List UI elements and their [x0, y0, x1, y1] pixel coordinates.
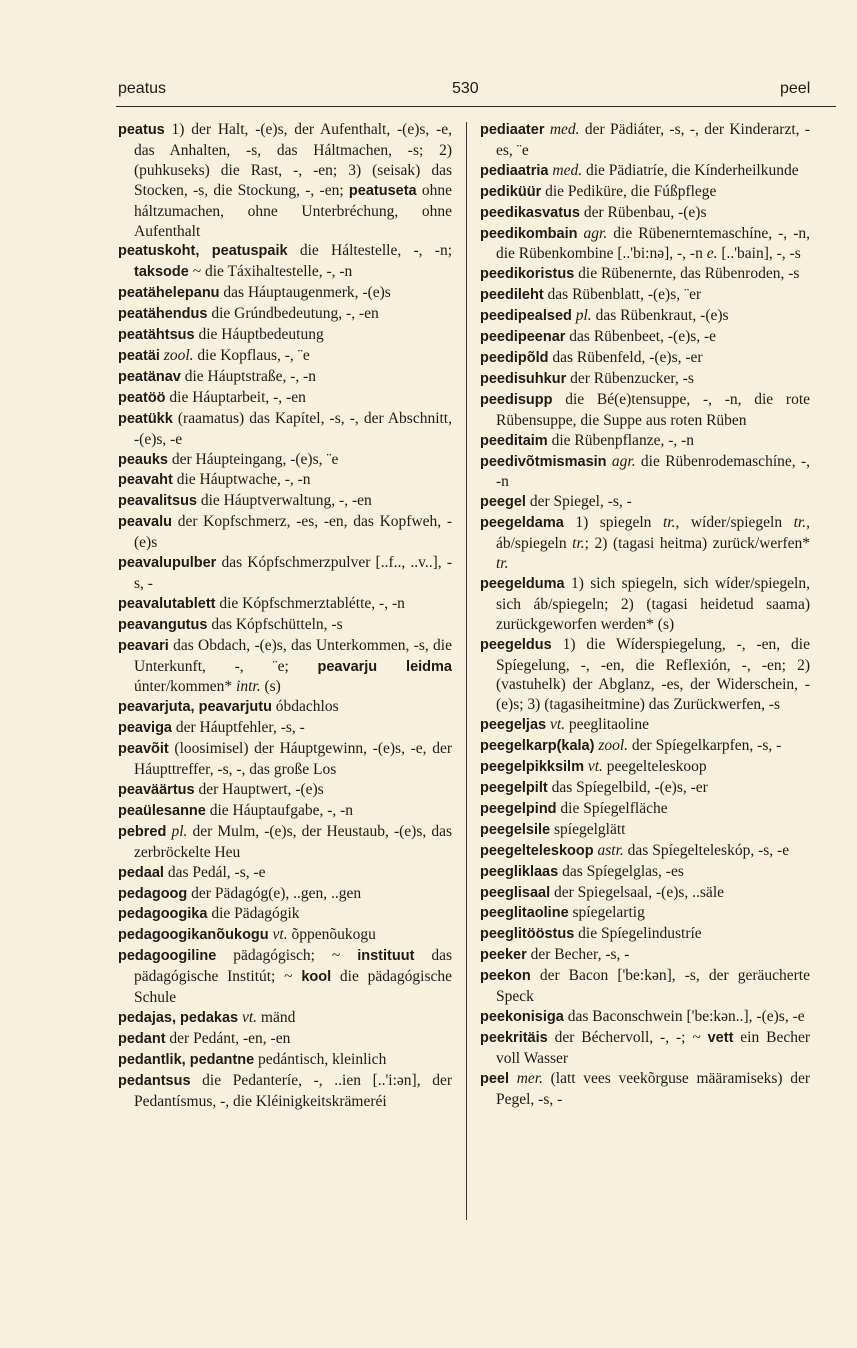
dictionary-entry: peedisuhkur der Rübenzucker, -s	[480, 369, 694, 387]
dictionary-entry: pedagoogikanõukogu vt. õppenõukogu	[118, 926, 376, 944]
dictionary-entry: pedagoogika die Pädagógik	[118, 905, 300, 923]
dictionary-entry: peegeljas vt. peeglitaoline	[480, 716, 649, 734]
dictionary-entry: pediaatria med. die Pädiatríe, die Kínderheilkunde	[480, 161, 799, 179]
header-guide-word-right: peel	[780, 80, 811, 97]
dictionary-entry: peatähtsus die Háuptbedeutung	[118, 326, 324, 344]
dictionary-entry: peavarjuta, peavarjutu óbdachlos	[118, 698, 339, 716]
dictionary-entry: peavangutus das Kópfschütteln, -s	[118, 615, 343, 633]
dictionary-entry: peegel der Spiegel, -s, -	[480, 493, 632, 511]
dictionary-entry: pedant der Pedánt, -en, -en	[118, 1029, 291, 1047]
dictionary-entry: peatähelepanu das Háuptaugenmerk, -(e)s	[118, 284, 391, 302]
dictionary-entry: peegelteleskoop astr. das Spíegelteleskóp, -s, -e	[480, 841, 790, 859]
dictionary-entry: peatus 1) der Halt, -(e)s, der Aufenthalt, -(e)s, -e, das Anhalten, -s, das Háltmachen, -s; 2) (puhkuseks) die Rast, -, -en; 3) (seisak) das Stocken, -s, die Stockung, -, -en; peatuseta ohne háltzumachen, ohne Unterbréchung, ohne Aufenthalt	[118, 121, 452, 240]
dictionary-entry: peavalupulber das Kópfschmerzpulver [..f.., ..v..], -s, -	[118, 554, 452, 592]
dictionary-entry: peeglitööstus die Spíegelindustríe	[480, 925, 702, 943]
dictionary-entry: peatähendus die Grúndbedeutung, -, -en	[118, 305, 379, 323]
dictionary-entry: peavõit (loosimisel) der Háuptgewinn, -(e)s, -e, der Háupttreffer, -s, -, das große Los	[118, 740, 452, 779]
dictionary-entry: peekon der Bacon ['be:kən], -s, der geräucherte Speck	[480, 967, 810, 1006]
dictionary-entry: peavaht die Háuptwache, -, -n	[118, 471, 311, 489]
left-column	[118, 120, 452, 1112]
dictionary-entry: peel mer. (latt vees veekõrguse määramiseks) der Pegel, -s, -	[480, 1069, 811, 1108]
dictionary-entry: pedagoog der Pädagóg(e), ..gen, ..gen	[118, 884, 362, 902]
dictionary-entry: peedipeenar das Rübenbeet, -(e)s, -e	[480, 328, 717, 346]
header-guide-word-left: peatus	[118, 80, 167, 97]
dictionary-entry: pedagoogiline pädagógisch; ~ instituut das pädagógische Institút; ~ kool die pädagógische Schule	[118, 947, 453, 1007]
dictionary-entry: peegelpind die Spíegelfläche	[480, 799, 668, 817]
dictionary-entry: peavari das Obdach, -(e)s, das Unterkommen, -s, die Unterkunft, -, ¨e; peavarju leidma únter/kommen* intr. (s)	[118, 636, 452, 696]
dictionary-entry: peavalutablett die Kópfschmerztablétte, -, -n	[118, 594, 405, 612]
dictionary-entry: peauks der Háupteingang, -(e)s, ¨e	[118, 450, 339, 468]
dictionary-entry: peatöö die Háuptarbeit, -, -en	[118, 388, 306, 406]
dictionary-entry: peegliklaas das Spíegelglas, -es	[480, 862, 684, 880]
dictionary-entry: peedikombain agr. die Rübenerntemaschíne, -, -n, die Rübenkombine [..'bi:nə], -, -n e. [..'bain], -, -s	[480, 224, 811, 263]
dictionary-entry: peeglisaal der Spiegelsaal, -(e)s, ..säle	[480, 883, 725, 901]
dictionary-entry: peegelpilt das Spíegelbild, -(e)s, -er	[480, 779, 708, 796]
dictionary-entry: pebred pl. der Mulm, -(e)s, der Heustaub, -(e)s, das zerbröckelte Heu	[118, 822, 452, 861]
dictionary-entry: peeker der Becher, -s, -	[480, 946, 630, 964]
dictionary-entry: peatuskoht, peatuspaik die Háltestelle, -, -n; taksode ~ die Táxihaltestelle, -, -n	[118, 242, 453, 281]
dictionary-entry: peeditaim die Rübenpflanze, -, -n	[480, 431, 695, 449]
right-column	[480, 120, 810, 1110]
dictionary-entry: peedikoristus die Rübenernte, das Rübenroden, -s	[480, 265, 800, 283]
dictionary-entry: peatäi zool. die Kopflaus, -, ¨e	[118, 346, 310, 364]
dictionary-entry: peegelkarp(kala) zool. der Spíegelkarpfen, -s, -	[480, 737, 782, 755]
dictionary-entry: peedileht das Rübenblatt, -(e)s, ¨er	[480, 286, 702, 304]
dictionary-entry: peegelpikksilm vt. peegelteleskoop	[480, 758, 707, 776]
dictionary-entry: peegeldama 1) spiegeln tr., wíder/spiegeln tr., áb/spiegeln tr.; 2) (tagasi heitma) zurück/werfen* tr.	[480, 514, 810, 573]
header-rule	[116, 106, 836, 107]
dictionary-entry: peegelduma 1) sich spiegeln, sich wíder/spiegeln, sich áb/spiegeln; 2) (tagasi heidetud saama) zurückgeworfen werden* (s)	[480, 574, 810, 633]
dictionary-entry: peavalitsus die Háuptverwaltung, -, -en	[118, 492, 372, 510]
dictionary-entry: peaülesanne die Háuptaufgabe, -, -n	[118, 801, 354, 819]
dictionary-entry: peatänav die Háuptstraße, -, -n	[118, 367, 317, 385]
dictionary-entry: peedisupp die Bé(e)tensuppe, -, -n, die rote Rübensuppe, die Suppe aus roten Rüben	[480, 390, 810, 429]
dictionary-entry: peedipõld das Rübenfeld, -(e)s, -er	[480, 348, 703, 366]
dictionary-entry: peavalu der Kopfschmerz, -es, -en, das Kopfweh, -(e)s	[118, 513, 452, 552]
dictionary-entry: peedikasvatus der Rübenbau, -(e)s	[480, 203, 707, 221]
dictionary-entry: peeglitaoline spíegelartig	[480, 904, 645, 922]
page-number: 530	[452, 80, 479, 97]
dictionary-entry: peegeldus 1) die Wíderspiegelung, -, -en, die Spíegelung, -, -en, die Reflexión, -, -en; 2) (vastuhelk) der Abglanz, -es, der Widerschein, -(e)s; 3) (tagasiheitmine) das Zurückwerfen, -s	[480, 635, 810, 714]
dictionary-entry: peaväärtus der Hauptwert, -(e)s	[118, 781, 324, 798]
dictionary-entry: peedipealsed pl. das Rübenkraut, -(e)s	[480, 307, 729, 325]
dictionary-entry: peekritäis der Béchervoll, -, -; ~ vett ein Becher voll Wasser	[480, 1028, 811, 1067]
dictionary-entry: pedantlik, pedantne pedántisch, kleinlich	[118, 1050, 387, 1068]
dictionary-entry: pedaal das Pedál, -s, -e	[118, 863, 266, 881]
dictionary-entry: peedivõtmismasin agr. die Rübenrodemaschíne, -, -n	[480, 452, 811, 491]
dictionary-entry: peatükk (raamatus) das Kapítel, -s, -, der Abschnitt, -(e)s, -e	[118, 409, 452, 448]
dictionary-entry: peaviga der Háuptfehler, -s, -	[118, 719, 305, 737]
dictionary-entry: peegelsile spíegelglätt	[480, 820, 626, 838]
dictionary-entry: peekonisiga das Baconschwein ['be:kən..], -(e)s, -e	[480, 1007, 805, 1025]
dictionary-entry: pediküür die Pediküre, die Fúßpflege	[480, 182, 717, 200]
dictionary-entry: pedajas, pedakas vt. mänd	[118, 1008, 296, 1026]
column-divider	[466, 122, 467, 1220]
dictionary-entry: pediaater med. der Pädiáter, -s, -, der Kinderarzt, -es, ¨e	[480, 121, 811, 159]
dictionary-entry: pedantsus die Pedanteríe, -, ..ien [..'i:ən], der Pedantísmus, -, die Kléinigkeitskrämeréi	[118, 1071, 452, 1110]
